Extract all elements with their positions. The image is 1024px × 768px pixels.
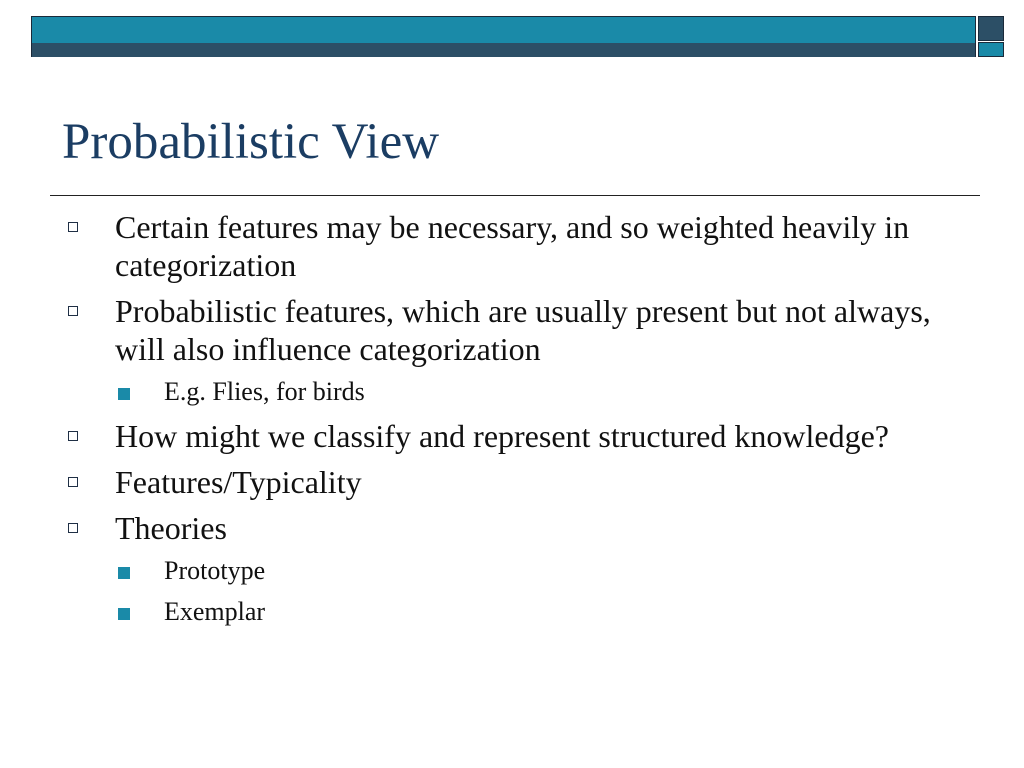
- sub-bullet-item: [0, 596, 1024, 628]
- hollow-square-bullet-icon: [68, 477, 78, 487]
- sub-bullet-text: E.g. Flies, for birds: [164, 377, 365, 406]
- bullet-text: Theories: [115, 510, 227, 546]
- header-bar: [31, 16, 976, 57]
- title-divider: [50, 195, 980, 196]
- sub-bullet-item: [0, 376, 1024, 408]
- sub-bullet-item: [0, 555, 1024, 587]
- filled-square-bullet-icon: [118, 388, 130, 400]
- sub-bullet-text: Exemplar: [164, 597, 266, 626]
- header-corner-light-square: [978, 42, 1004, 57]
- bullet-text: How might we classify and represent structured knowledge?: [115, 418, 889, 454]
- hollow-square-bullet-icon: [68, 306, 78, 316]
- hollow-square-bullet-icon: [68, 523, 78, 533]
- bullet-text: Features/Typicality: [115, 464, 362, 500]
- bullet-text: Certain features may be necessary, and so weighted heavily in categorization: [115, 209, 910, 283]
- bullet-item: [0, 463, 1024, 501]
- bullet-item: [0, 292, 1024, 368]
- bullet-list: [0, 208, 1024, 637]
- header-corner-dark-square: [978, 16, 1004, 41]
- filled-square-bullet-icon: [118, 567, 130, 579]
- hollow-square-bullet-icon: [68, 431, 78, 441]
- sub-bullet-text: Prototype: [164, 556, 266, 585]
- bullet-item: [0, 208, 1024, 284]
- bullet-item: [0, 417, 1024, 455]
- header-bar-stripe: [32, 43, 975, 57]
- filled-square-bullet-icon: [118, 608, 130, 620]
- bullet-item: [0, 509, 1024, 547]
- hollow-square-bullet-icon: [68, 222, 78, 232]
- slide-title: Probabilistic View: [62, 114, 440, 170]
- bullet-text: Probabilistic features, which are usually present but not always, will also influence categorization: [115, 293, 931, 367]
